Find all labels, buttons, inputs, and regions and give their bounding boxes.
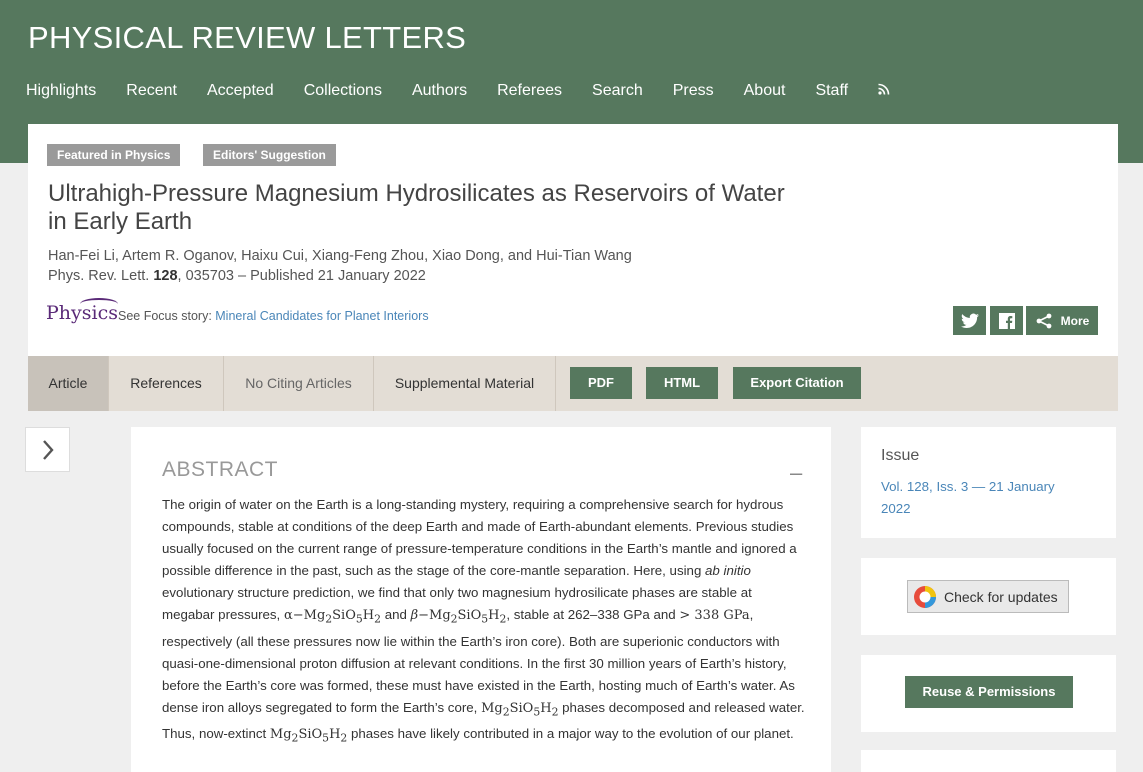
abstract-text-part: and <box>381 607 411 622</box>
rss-icon[interactable] <box>878 79 890 103</box>
sidebar-toggle-button[interactable] <box>25 427 70 472</box>
badge-featured-in-physics[interactable]: Featured in Physics <box>47 144 180 166</box>
abstract-text-part: , stable at 262–338 GPa and <box>506 607 680 622</box>
citation-line <box>48 268 426 284</box>
nav-search[interactable]: Search <box>592 82 643 99</box>
greek-alpha: α <box>283 608 293 623</box>
physics-logo[interactable] <box>46 302 118 324</box>
citation-journal: Phys. Rev. Lett. <box>48 268 154 284</box>
abstract-text-part: phases have likely contributed in a major way to the evolution of our planet. <box>347 726 794 742</box>
nav-authors[interactable]: Authors <box>411 82 468 99</box>
focus-story-link[interactable]: Mineral Candidates for Planet Interiors <box>215 309 429 323</box>
tab-no-citing-articles[interactable]: No Citing Articles <box>224 356 374 411</box>
issue-box <box>861 427 1116 538</box>
share-icon <box>1035 313 1053 329</box>
abstract-text-part: phases decomposed and released water. Thus, now-extinct <box>162 699 805 742</box>
greek-beta: β <box>410 608 419 623</box>
pdf-button[interactable]: PDF <box>570 367 632 399</box>
tab-references[interactable]: References <box>109 356 224 411</box>
nav-accepted[interactable]: Accepted <box>206 82 274 99</box>
badge-editors-suggestion[interactable]: Editors' Suggestion <box>203 144 336 166</box>
abstract-text-part: The origin of water on the Earth is a long-standing mystery, requiring a comprehensive search for hydrous compounds, stable at conditions of the deep Earth and made of Earth-abundant elements. Previous studies usually focused on the current range of pressure-temperature conditions in the Earth’s mantle and ignored a possible difference in the past, such as the stage of the core-mantle separation. Here, using <box>162 497 797 578</box>
abstract-panel <box>131 427 831 772</box>
abstract-text-part: evolutionary structure prediction, we find that only two magnesium hydrosilicate phases are stable at megabar pressures, <box>162 585 752 622</box>
crossmark-icon <box>912 584 938 610</box>
article-tab-bar <box>28 356 1118 411</box>
site-title[interactable]: PHYSICAL REVIEW LETTERS <box>28 20 467 55</box>
twitter-share-button[interactable] <box>953 306 986 335</box>
formula-alpha-mg2sio5h2: $\alpha-Mg_2SiO_5H_2$ <box>283 608 382 626</box>
more-share-button[interactable] <box>1026 306 1098 335</box>
twitter-icon <box>961 313 979 329</box>
issue-label: Issue <box>881 447 920 464</box>
citation-volume: 128 <box>153 268 178 284</box>
facebook-icon <box>999 313 1015 329</box>
nav-press[interactable]: Press <box>672 82 714 99</box>
tab-article[interactable]: Article <box>28 356 109 411</box>
formula-mg2sio5h2: $Mg_2SiO_5H_2$ <box>481 700 559 719</box>
nav-highlights[interactable]: Highlights <box>26 82 97 99</box>
focus-story <box>118 309 429 323</box>
physics-logo-text: Physics <box>46 302 118 324</box>
citation-rest: , 035703 – Published 21 January 2022 <box>177 268 426 284</box>
collapse-abstract-button[interactable]: – <box>790 460 803 485</box>
abstract-heading: ABSTRACT <box>162 458 279 481</box>
tab-supplemental-material[interactable]: Supplemental Material <box>374 356 556 411</box>
facebook-share-button[interactable] <box>990 306 1023 335</box>
reuse-box <box>861 655 1116 732</box>
check-for-updates-button[interactable] <box>907 580 1069 613</box>
more-label: More <box>1060 313 1090 328</box>
article-header-card <box>28 124 1118 356</box>
sidebar-next-box <box>861 750 1116 772</box>
html-button[interactable]: HTML <box>646 367 718 399</box>
reuse-permissions-button[interactable]: Reuse & Permissions <box>905 676 1073 708</box>
chevron-right-icon <box>41 439 55 461</box>
check-updates-box <box>861 558 1116 635</box>
focus-prefix: See Focus story: <box>118 309 216 323</box>
main-nav <box>26 79 920 103</box>
formula-mg2sio5h2: $Mg_2SiO_5H_2$ <box>269 727 348 745</box>
abstract-text <box>162 494 807 750</box>
abstract-italic: ab initio <box>705 563 751 578</box>
article-title: Ultrahigh-Pressure Magnesium Hydrosilicates as Reservoirs of Water in Early Earth <box>48 180 785 235</box>
formula-beta-mg2sio5h2: $\beta-Mg_2SiO_5H_2$ <box>410 608 507 626</box>
nav-collections[interactable]: Collections <box>303 82 382 99</box>
check-updates-label: Check for updates <box>944 588 1058 605</box>
abstract-text-part: , respectively (all these pressures now lie within the Earth’s iron core). Both are superionic conductors with quasi-one-dimensional proton diffusion at relevant conditions. In the first 30 million years of Earth’s history, before the Earth’s core was formed, these must have existed in the Earth, hosting much of Earth’s water. As dense iron alloys segregated to form the Earth’s core, <box>162 607 795 715</box>
author-list: Han-Fei Li, Artem R. Oganov, Haixu Cui, Xiang-Feng Zhou, Xiao Dong, and Hui-Tian Wang <box>48 248 632 264</box>
nav-recent[interactable]: Recent <box>126 82 177 99</box>
nav-about[interactable]: About <box>743 82 786 99</box>
nav-staff[interactable]: Staff <box>815 82 849 99</box>
issue-link[interactable]: Vol. 128, Iss. 3 — 21 January 2022 <box>881 479 1055 516</box>
nav-referees[interactable]: Referees <box>497 82 563 99</box>
formula-gt-338-gpa: > 338 GPa <box>679 608 750 623</box>
export-citation-button[interactable]: Export Citation <box>733 367 861 399</box>
